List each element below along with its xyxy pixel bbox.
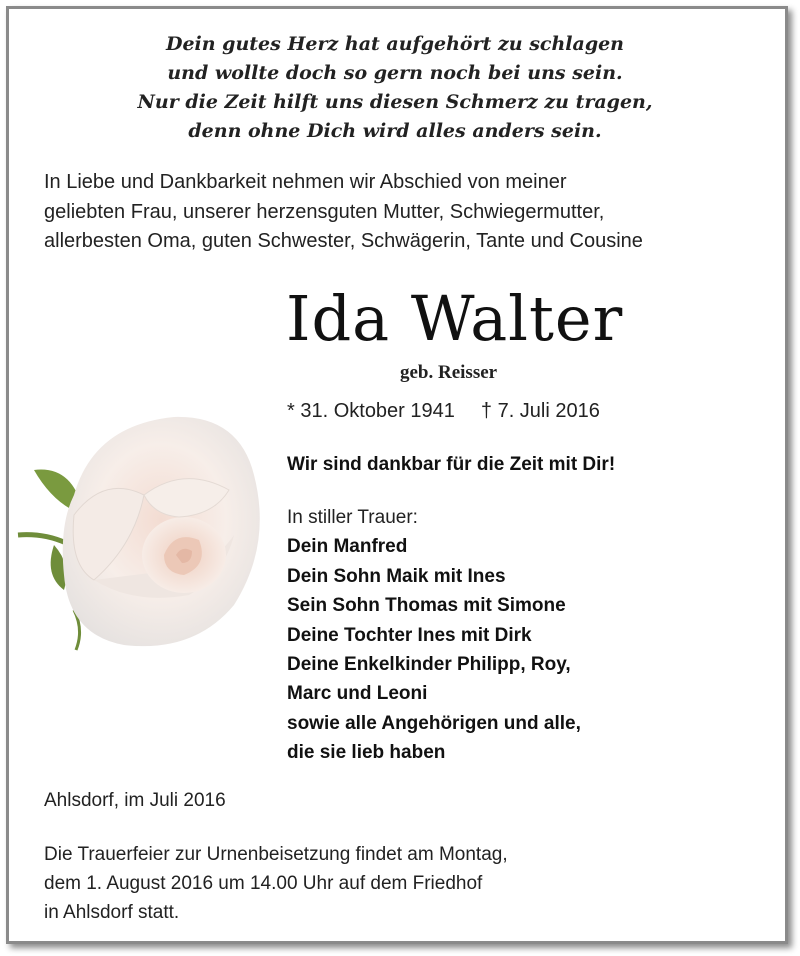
intro-line: allerbesten Oma, guten Schwester, Schwägerin, Tante und Cousine <box>44 230 643 252</box>
white-rose-image <box>14 405 274 655</box>
poem <box>0 30 790 146</box>
intro-text <box>44 168 774 257</box>
birth-date: * 31. Oktober 1941 <box>287 400 455 422</box>
thanks-line: Wir sind dankbar für die Zeit mit Dir! <box>287 454 616 475</box>
life-dates <box>287 400 600 423</box>
mourner-name: Dein Sohn Maik mit Ines <box>287 565 506 587</box>
mourners-list <box>287 503 757 768</box>
mourner-name: Marc und Leoni <box>287 683 428 705</box>
mourner-name: sowie alle Angehörigen und alle, <box>287 712 581 734</box>
service-line: in Ahlsdorf statt. <box>44 902 180 923</box>
mourner-name: Dein Manfred <box>287 536 408 558</box>
mourner-name: die sie lieb haben <box>287 742 446 764</box>
place-date: Ahlsdorf, im Juli 2016 <box>44 790 226 811</box>
intro-line: geliebten Frau, unserer herzensguten Mutter, Schwiegermutter, <box>44 200 605 223</box>
service-line: dem 1. August 2016 um 14.00 Uhr auf dem Friedhof <box>44 873 483 894</box>
deceased-name: Ida Walter <box>286 282 624 355</box>
poem-line: denn ohne Dich wird alles anders sein. <box>188 120 602 142</box>
intro-line: In Liebe und Dankbarkeit nehmen wir Abschied von meiner <box>44 171 567 193</box>
mourner-name: Deine Tochter Ines mit Dirk <box>287 624 532 646</box>
mourners-heading: In stiller Trauer: <box>287 507 418 528</box>
maiden-name: geb. Reisser <box>400 362 498 383</box>
mourner-name: Deine Enkelkinder Philipp, Roy, <box>287 654 571 676</box>
service-info <box>44 840 744 927</box>
death-date: † 7. Juli 2016 <box>480 400 600 422</box>
poem-line: Nur die Zeit hilft uns diesen Schmerz zu tragen, <box>137 91 653 113</box>
poem-line: Dein gutes Herz hat aufgehört zu schlagen <box>165 33 625 55</box>
poem-line: und wollte doch so gern noch bei uns sein. <box>167 62 623 84</box>
mourner-name: Sein Sohn Thomas mit Simone <box>287 595 566 617</box>
service-line: Die Trauerfeier zur Urnenbeisetzung findet am Montag, <box>44 844 508 865</box>
